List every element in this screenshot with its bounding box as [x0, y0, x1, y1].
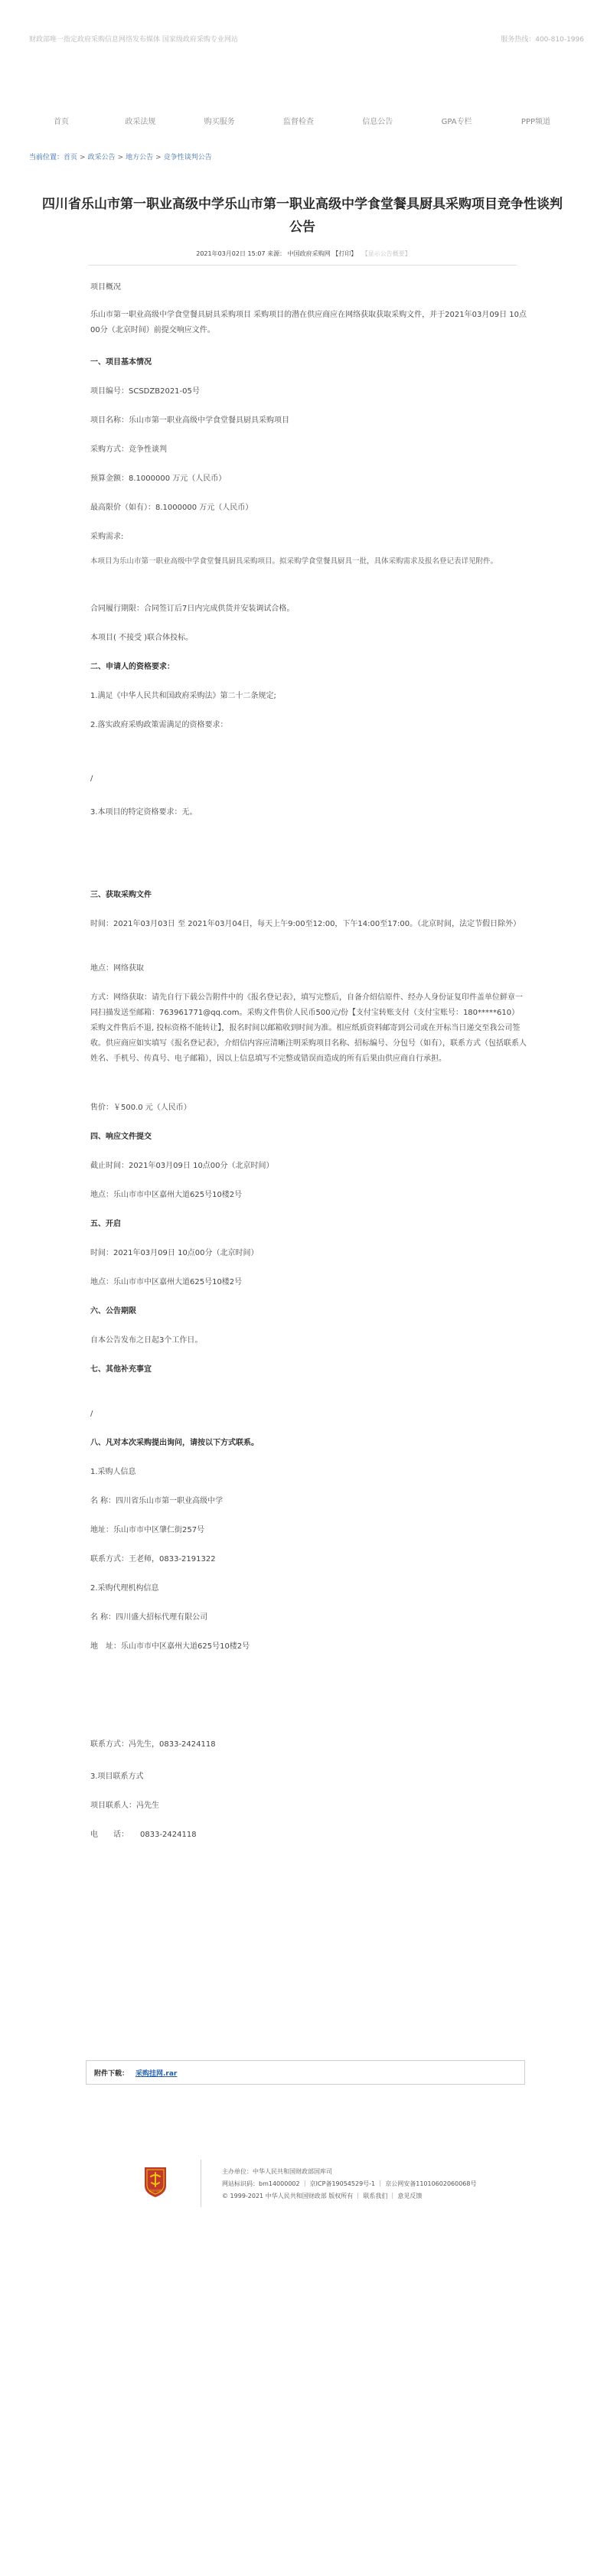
top-bar — [0, 0, 607, 84]
procurement-emblem-icon — [142, 2166, 168, 2198]
section-heading: 二、申请人的资格要求： — [90, 663, 175, 671]
section-overview: 项目概况 — [90, 283, 121, 292]
section-heading: 一、项目基本情况 — [90, 358, 152, 367]
nav-gpa[interactable]: GPA专栏 — [441, 118, 472, 126]
contact-subheading: 2.采购代理机构信息 — [90, 1584, 159, 1593]
footer-copyright: © 1999-2021 中华人民共和国财政部 版权所有 ｜ 联系我们 ｜ 意见反馈 — [222, 2193, 423, 2199]
contact-subheading: 1.采购人信息 — [90, 1468, 136, 1476]
attachment-box — [86, 2060, 525, 2085]
nav-ppp[interactable]: PPP频道 — [521, 118, 551, 126]
deadline: 截止时间：2021年03月09日 10点00分（北京时间） — [90, 1162, 274, 1170]
nav-announcements[interactable]: 信息公告 — [362, 118, 393, 126]
document-place: 地点：网络获取 — [90, 964, 144, 973]
footer-host: 主办单位：中华人民共和国财政部国库司 — [222, 2168, 332, 2175]
qualification-item: 1.满足《中华人民共和国政府采购法》第二十二条规定; — [90, 692, 276, 700]
document-price: 售价：￥500.0 元（人民币） — [90, 1104, 191, 1112]
footer-registration: 网站标识码：bm14000002 ｜ 京ICP备19054529号-1 ｜ 京公网安备11010602060068号 — [222, 2180, 477, 2187]
qualification-item: 2.落实政府采购政策需满足的资格要求： — [90, 721, 228, 729]
breadcrumb-label: 当前位置： — [29, 154, 64, 161]
publish-date: 2021年03月02日 15:07 来源： — [196, 250, 286, 257]
qualification-item: / — [90, 774, 93, 783]
overview-text: 乐山市第一职业高级中学食堂餐具厨具采购项目 采购项目的潜在供应商应在网络获取获取采购文件，并于2021年03月09日 10点00分（北京时间）前提交响应文件。 — [90, 311, 527, 334]
section-heading: 八、凡对本次采购提出询问，请按以下方式联系。 — [90, 1439, 259, 1447]
section-heading: 五、开启 — [90, 1220, 121, 1228]
site-footer — [0, 2150, 607, 2227]
attachment-label: 附件下载： — [94, 2070, 129, 2078]
consortium-note: 本项目( 不接受 )联合体投标。 — [90, 634, 194, 642]
breadcrumb-local[interactable]: 地方公告 — [126, 154, 154, 161]
contact-subheading: 3.项目联系方式 — [90, 1772, 144, 1781]
source-name: 中国政府采购网 — [287, 250, 331, 257]
section-heading: 三、获取采购文件 — [90, 891, 152, 899]
summary-toggle-link[interactable]: 【显示公告概要】 — [361, 250, 411, 257]
other-matters: / — [90, 1410, 93, 1418]
main-nav — [31, 115, 566, 130]
emblem-text: 政府采购 — [149, 2189, 162, 2193]
breadcrumb-announcements[interactable]: 政采公告 — [87, 154, 116, 161]
section-heading: 六、公告期限 — [90, 1307, 136, 1316]
requirements-label: 采购需求: — [90, 533, 124, 541]
budget-amount: 预算金额：8.1000000 万元（人民币） — [90, 474, 227, 483]
breadcrumb — [29, 152, 212, 161]
agency-address: 地 址：乐山市市中区嘉州大道625号10楼2号 — [90, 1642, 250, 1651]
agency-name: 名 称：四川盛大招标代理有限公司 — [90, 1613, 208, 1622]
purchaser-name: 名 称：四川省乐山市第一职业高级中学 — [90, 1497, 224, 1505]
document-method: 方式：网络获取：请先自行下载公告附件中的《报名登记表》，填写完整后，自备介绍信原件、经办人身份证复印件盖单位鲜章一同扫描发送至邮箱：763961771@qq.com。采购文件售价人民币500元/份【支付宝转账支付（支付宝账号：180*****610）采购文件售后不退, 投标资格不能转让】，报名时间以邮箱收到时间为准。相应纸质资料邮寄到公司或在开标当日递交至我公司签收。供应商应如实填写《报名登记表》，介绍信内容应清晰注明采购项目名称、招标编号、分包号（如有），联系方式（包括联系人姓名、手机号、传真号、电子邮箱），因以上信息填写不完整或错误而造成的所有后果由供应商自行承担。 — [90, 993, 527, 1063]
nav-regulations[interactable]: 政采法规 — [125, 118, 156, 126]
breadcrumb-separator: > — [80, 154, 86, 161]
project-contact-phone: 电 话： 0833-2424118 — [90, 1831, 197, 1839]
section-heading: 四、响应文件提交 — [90, 1133, 152, 1141]
project-number: 项目编号：SCSDZB2021-05号 — [90, 387, 200, 396]
project-contact-person: 项目联系人：冯先生 — [90, 1802, 159, 1810]
opening-time: 时间：2021年03月09日 10点00分（北京时间） — [90, 1249, 259, 1257]
page-title: 四川省乐山市第一职业高级中学乐山市第一职业高级中学食堂餐具厨具采购项目竞争性谈判公告 — [42, 197, 563, 235]
nav-purchase-services[interactable]: 购买服务 — [204, 118, 235, 126]
article-meta — [0, 249, 607, 258]
breadcrumb-separator: > — [155, 154, 162, 161]
purchaser-contact: 联系方式：王老师，0833-2191322 — [90, 1555, 216, 1564]
submission-place: 地点：乐山市市中区嘉州大道625号10楼2号 — [90, 1191, 243, 1199]
breadcrumb-separator: > — [117, 154, 124, 161]
section-heading: 七、其他补充事宜 — [90, 1365, 152, 1374]
document-time: 时间：2021年03月03日 至 2021年03月04日，每天上午9:00至12:00，下午14:00至17:00。（北京时间，法定节假日除外） — [90, 920, 521, 928]
nav-home[interactable]: 首页 — [54, 118, 69, 126]
attachment-download-link[interactable]: 采购挂网.rar — [135, 2070, 178, 2078]
divider — [88, 265, 517, 266]
project-name: 项目名称：乐山市第一职业高级中学食堂餐具厨具采购项目 — [90, 416, 289, 425]
procurement-method: 采购方式：竞争性谈判 — [90, 445, 167, 454]
requirements-text: 本项目为乐山市第一职业高级中学食堂餐具厨具采购项目。拟采购学食堂餐具厨具一批，具体采购需求及报名登记表详见附件。 — [90, 557, 498, 566]
service-hotline: 服务热线：400-810-1996 — [501, 36, 584, 44]
site-slogan: 财政部唯一指定政府采购信息网络发布媒体 国家级政府采购专业网站 — [29, 36, 238, 44]
agency-contact: 联系方式：冯先生，0833-2424118 — [90, 1740, 216, 1749]
breadcrumb-home[interactable]: 首页 — [64, 154, 78, 161]
purchaser-address: 地址：乐山市市中区肇仁街257号 — [90, 1526, 205, 1534]
nav-supervision[interactable]: 监督检查 — [282, 118, 314, 126]
contract-term: 合同履行期限：合同签订后7日内完成供货并安装调试合格。 — [90, 605, 295, 613]
notice-period: 自本公告发布之日起3个工作日。 — [90, 1336, 203, 1345]
breadcrumb-negotiation[interactable]: 竞争性谈判公告 — [163, 154, 212, 161]
print-link[interactable]: 【打印】 — [332, 250, 357, 257]
qualification-item: 3.本项目的特定资格要求：无。 — [90, 808, 197, 817]
opening-place: 地点：乐山市市中区嘉州大道625号10楼2号 — [90, 1278, 243, 1286]
max-price: 最高限价（如有）：8.1000000 万元（人民币） — [90, 504, 253, 512]
